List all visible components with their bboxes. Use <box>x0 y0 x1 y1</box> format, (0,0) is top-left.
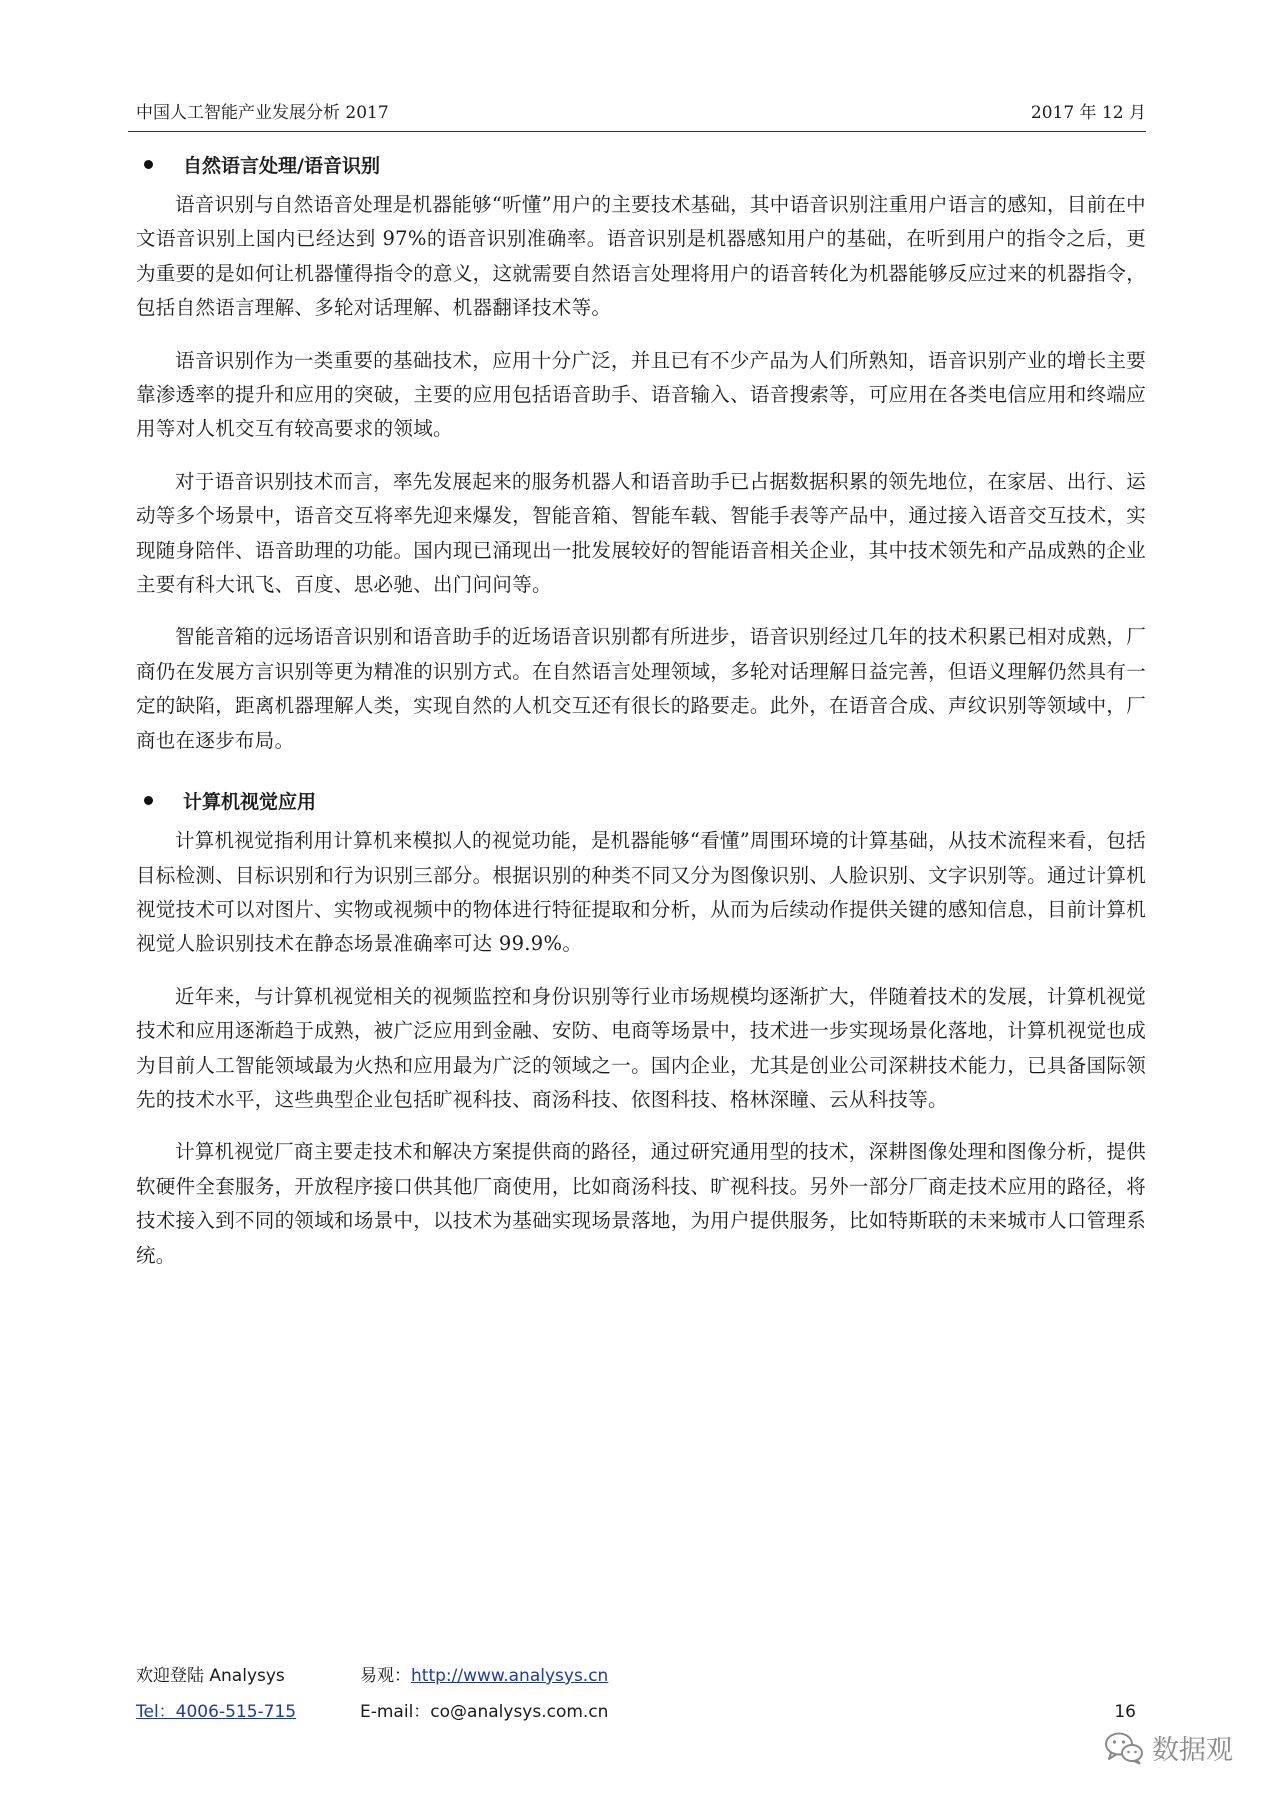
main-content <box>136 140 1146 1291</box>
website-link[interactable]: http://www.analysys.cn <box>411 1666 609 1686</box>
section-heading-text: 自然语言处理/语音识别 <box>183 154 380 177</box>
bullet-icon <box>144 160 153 169</box>
paragraph: 近年来，与计算机视觉相关的视频监控和身份识别等行业市场规模均逐渐扩大，伴随着技术的发展，计算机视觉技术和应用逐渐趋于成熟，被广泛应用到金融、安防、电商等场景中，技术进一步实现场景化落地，计算机视觉也成为目前人工智能领域最为火热和应用最为广泛的领域之一。国内企业，尤其是创业公司深耕技术能力，已具备国际领先的技术水平，这些典型企业包括旷视科技、商汤科技、依图科技、格林深瞳、云从科技等。 <box>136 984 1146 1111</box>
tel-link[interactable]: Tel：4006-515-715 <box>136 1702 297 1722</box>
footer-website <box>360 1658 608 1694</box>
watermark-text: 数据观 <box>1152 1735 1233 1766</box>
paragraph: 智能音箱的远场语音识别和语音助手的近场语音识别都有所进步，语音识别经过几年的技术积累已相对成熟，厂商仍在发展方言识别等更为精准的识别方式。在自然语言处理领域，多轮对话理解日益完善，但语义理解仍然具有一定的缺陷，距离机器理解人类，实现自然的人机交互还有很长的路要走。此外，在语音合成、声纹识别等领域中，厂商也在逐步布局。 <box>136 625 1146 752</box>
document-title: 中国人工智能产业发展分析 2017 <box>136 103 389 123</box>
footer-email: E-mail：co@analysys.com.cn <box>360 1702 609 1722</box>
wechat-icon <box>1104 1731 1144 1765</box>
paragraph: 语音识别作为一类重要的基础技术，应用十分广泛，并且已有不少产品为人们所熟知，语音识别产业的增长主要靠渗透率的提升和应用的突破，主要的应用包括语音助手、语音输入、语音搜索等，可应用在各类电信应用和终端应用等对人机交互有较高要求的领域。 <box>136 348 1146 441</box>
watermark <box>1104 1728 1233 1767</box>
page-header <box>136 101 1146 125</box>
bullet-icon <box>144 796 153 805</box>
header-divider <box>128 131 1146 132</box>
footer-welcome: 欢迎登陆 Analysys <box>136 1666 285 1686</box>
section-heading <box>136 140 1146 188</box>
website-label: 易观： <box>360 1666 411 1686</box>
document-date: 2017 年 12 月 <box>1030 103 1146 123</box>
paragraph: 语音识别与自然语音处理是机器能够“听懂”用户的主要技术基础，其中语音识别注重用户语言的感知，目前在中文语音识别上国内已经达到 97%的语音识别准确率。语音识别是机器感知用户的基础，在听到用户的指令之后，更为重要的是如何让机器懂得指令的意义，这就需要自然语言处理将用户的语音转化为机器能够反应过来的机器指令，包括自然语言理解、多轮对话理解、机器翻译技术等。 <box>136 193 1146 320</box>
paragraph: 对于语音识别技术而言，率先发展起来的服务机器人和语音助手已占据数据积累的领先地位，在家居、出行、运动等多个场景中，语音交互将率先迎来爆发，智能音箱、智能车载、智能手表等产品中，通过接入语音交互技术，实现随身陪伴、语音助理的功能。国内现已涌现出一批发展较好的智能语音相关企业，其中技术领先和产品成熟的企业主要有科大讯飞、百度、思必驰、出门问问等。 <box>136 469 1146 597</box>
section-heading-text: 计算机视觉应用 <box>183 790 317 813</box>
paragraph: 计算机视觉厂商主要走技术和解决方案提供商的路径，通过研究通用型的技术，深耕图像处理和图像分析，提供软硬件全套服务，开放程序接口供其他厂商使用，比如商汤科技、旷视科技。另外一部分厂商走技术应用的路径，将技术接入到不同的领域和场景中，以技术为基础实现场景落地，为用户提供服务，比如特斯联的未来城市人口管理系统。 <box>136 1140 1146 1267</box>
paragraph: 计算机视觉指利用计算机来模拟人的视觉功能，是机器能够“看懂”周围环境的计算基础，从技术流程来看，包括目标检测、目标识别和行为识别三部分。根据识别的种类不同又分为图像识别、人脸识别、文字识别等。通过计算机视觉技术可以对图片、实物或视频中的物体进行特征提取和分析，从而为后续动作提供关键的感知信息，目前计算机视觉人脸识别技术在静态场景准确率可达 99.9%。 <box>136 829 1146 956</box>
page-number: 16 <box>1114 1702 1136 1722</box>
section-heading <box>136 776 1146 824</box>
page-footer <box>136 1658 1146 1730</box>
